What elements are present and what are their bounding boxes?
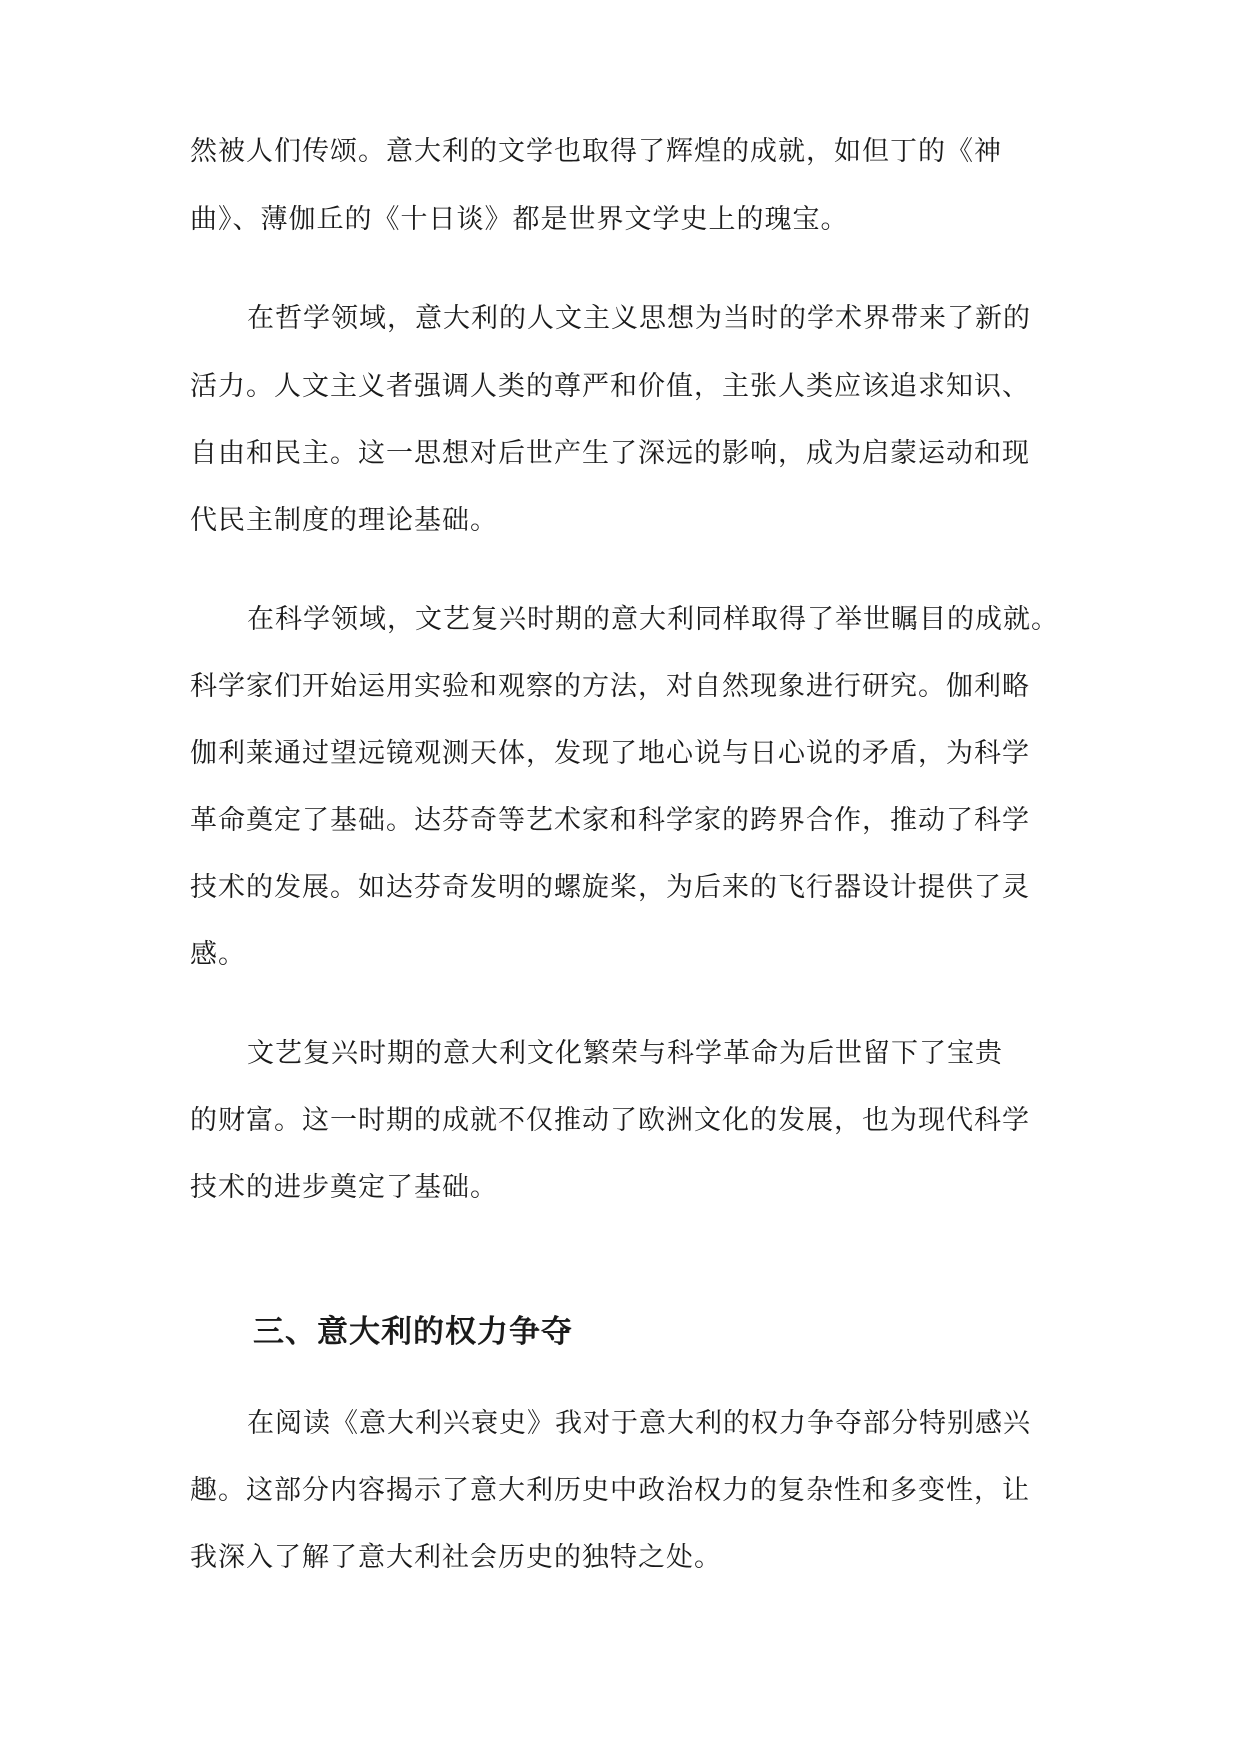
paragraph-line: 感。 <box>190 939 246 970</box>
paragraph-line: 然被人们传颂。意大利的文学也取得了辉煌的成就，如但丁的《神 <box>190 136 1002 167</box>
paragraph-line: 革命奠定了基础。达芬奇等艺术家和科学家的跨界合作，推动了科学 <box>190 805 1030 836</box>
paragraph-line: 活力。人文主义者强调人类的尊严和价值，主张人类应该追求知识、 <box>190 371 1030 402</box>
paragraph-line: 伽利莱通过望远镜观测天体，发现了地心说与日心说的矛盾，为科学 <box>190 738 1030 769</box>
paragraph-line: 曲》、薄伽丘的《十日谈》都是世界文学史上的瑰宝。 <box>190 204 849 235</box>
paragraph-line: 自由和民主。这一思想对后世产生了深远的影响，成为启蒙运动和现 <box>190 438 1030 469</box>
paragraph-line: 技术的发展。如达芬奇发明的螺旋桨，为后来的飞行器设计提供了灵 <box>190 872 1030 903</box>
paragraph-line: 代民主制度的理论基础。 <box>190 505 498 536</box>
paragraph-line: 科学家们开始运用实验和观察的方法，对自然现象进行研究。伽利略 <box>190 671 1030 702</box>
paragraph-line: 的财富。这一时期的成就不仅推动了欧洲文化的发展，也为现代科学 <box>190 1105 1030 1136</box>
paragraph-line: 文艺复兴时期的意大利文化繁荣与科学革命为后世留下了宝贵 <box>247 1038 1003 1069</box>
paragraph-line: 技术的进步奠定了基础。 <box>190 1172 498 1203</box>
section-heading: 三、意大利的权力争夺 <box>253 1314 573 1350</box>
paragraph-line: 在阅读《意大利兴衰史》我对于意大利的权力争夺部分特别感兴 <box>247 1408 1031 1439</box>
paragraph-line: 在哲学领域，意大利的人文主义思想为当时的学术界带来了新的 <box>247 303 1031 334</box>
paragraph-line: 在科学领域，文艺复兴时期的意大利同样取得了举世瞩目的成就。 <box>247 604 1059 635</box>
paragraph-line: 我深入了解了意大利社会历史的独特之处。 <box>190 1542 722 1573</box>
paragraph-line: 趣。这部分内容揭示了意大利历史中政治权力的复杂性和多变性，让 <box>190 1475 1030 1506</box>
